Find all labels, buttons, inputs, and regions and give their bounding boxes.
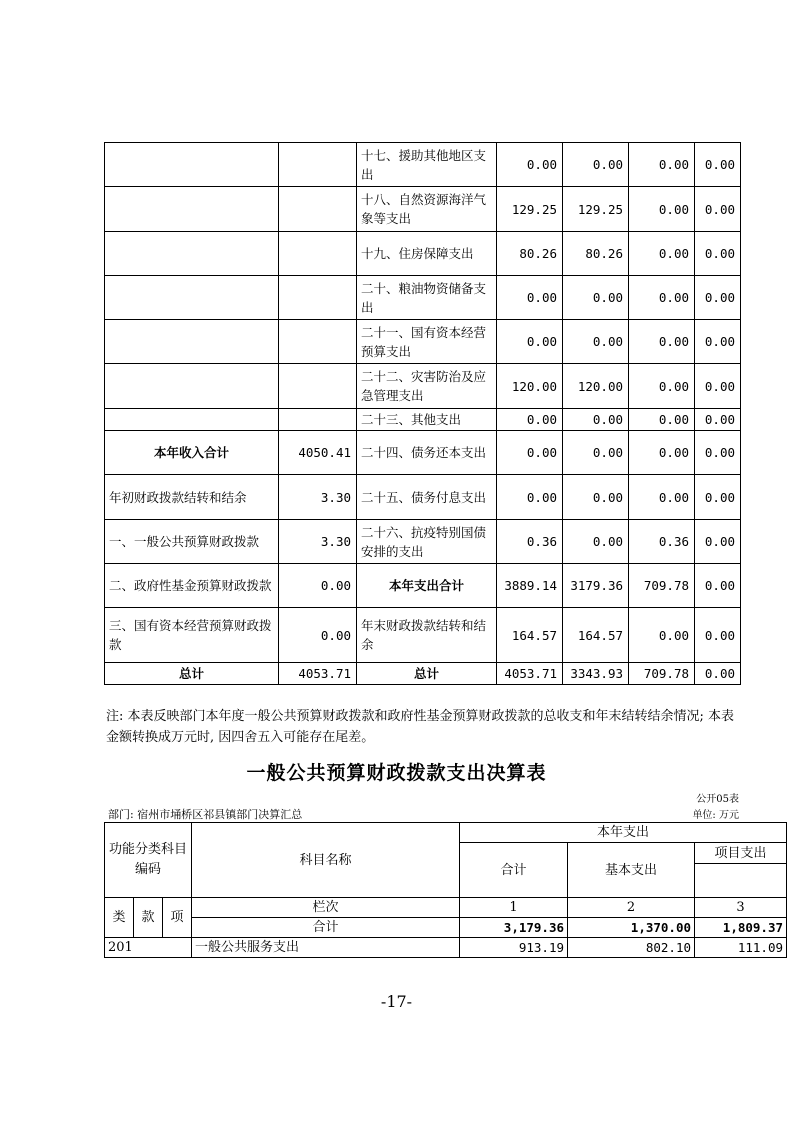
row-left-label [105,320,279,364]
total-row-label: 合计 [192,918,460,938]
row-left-label [105,364,279,409]
row-value-1: 0.00 [497,143,563,187]
row-value-3: 0.00 [629,320,695,364]
header-xiang: 项 [163,898,192,938]
header-kuan: 款 [134,898,163,938]
row-left-value: 0.00 [279,608,357,663]
row-left-label [105,187,279,232]
row-value-4: 0.00 [695,475,741,520]
table-row [105,409,741,431]
row-left-value [279,364,357,409]
row-value-1: 164.57 [497,608,563,663]
row-item: 十八、自然资源海洋气象等支出 [357,187,497,232]
department-label: 部门: 宿州市埇桥区祁县镇部门决算汇总 [108,808,303,821]
column-no-2: 2 [568,898,695,918]
row-total: 913.19 [460,938,568,958]
row-value-3: 0.00 [629,409,695,431]
row-value-3: 0.00 [629,475,695,520]
row-item: 二十三、其他支出 [357,409,497,431]
row-left-value: 4053.71 [279,663,357,685]
row-left-label: 二、政府性基金预算财政拨款 [105,564,279,608]
expenditure-table [104,822,787,958]
row-code: 201 [105,938,192,958]
row-left-value [279,187,357,232]
row-value-1: 0.36 [497,520,563,564]
row-left-label [105,409,279,431]
header-lei: 类 [105,898,134,938]
header-subject-name: 科目名称 [192,823,460,898]
row-value-4: 0.00 [695,431,741,475]
row-name: 一般公共服务支出 [192,938,460,958]
total-row-project: 1,809.37 [695,918,787,938]
unit-label: 单位: 万元 [692,810,739,821]
table-title: 一般公共预算财政拨款支出决算表 [246,762,547,784]
form-number: 公开05表 [696,794,739,805]
column-no-1: 1 [460,898,568,918]
row-value-3: 709.78 [629,564,695,608]
row-value-2: 0.00 [563,520,629,564]
row-left-label [105,276,279,320]
row-value-2: 0.00 [563,475,629,520]
row-left-value [279,232,357,276]
row-value-4: 0.00 [695,608,741,663]
row-value-1: 129.25 [497,187,563,232]
row-item: 二十一、国有资本经营预算支出 [357,320,497,364]
row-left-value: 4050.41 [279,431,357,475]
row-value-1: 3889.14 [497,564,563,608]
row-item: 二十五、债务付息支出 [357,475,497,520]
row-left-label: 总计 [105,663,279,685]
row-value-3: 0.00 [629,232,695,276]
row-value-4: 0.00 [695,320,741,364]
table-row [105,938,787,958]
table-row [105,564,741,608]
page-number: -17- [380,992,413,1011]
budget-summary-table [104,142,741,685]
row-value-1: 80.26 [497,232,563,276]
header-project-blank [695,864,787,898]
table-row [105,475,741,520]
row-value-2: 0.00 [563,320,629,364]
table-row [105,187,741,232]
row-value-4: 0.00 [695,232,741,276]
row-value-2: 80.26 [563,232,629,276]
row-value-1: 0.00 [497,320,563,364]
table-row [105,520,741,564]
row-value-3: 0.00 [629,364,695,409]
table-row [105,663,741,685]
row-left-label: 年初财政拨款结转和结余 [105,475,279,520]
row-value-3: 0.00 [629,143,695,187]
row-value-4: 0.00 [695,364,741,409]
row-value-1: 0.00 [497,431,563,475]
row-value-1: 0.00 [497,276,563,320]
row-item: 二十四、债务还本支出 [357,431,497,475]
row-value-2: 120.00 [563,364,629,409]
row-left-label: 本年收入合计 [105,431,279,475]
row-value-4: 0.00 [695,143,741,187]
row-value-2: 164.57 [563,608,629,663]
row-value-3: 0.00 [629,187,695,232]
row-item: 二十、粮油物资储备支出 [357,276,497,320]
row-value-1: 0.00 [497,475,563,520]
row-value-4: 0.00 [695,564,741,608]
row-left-value [279,276,357,320]
table-row [105,232,741,276]
row-item: 十七、援助其他地区支出 [357,143,497,187]
row-item: 二十六、抗疫特别国债安排的支出 [357,520,497,564]
table-row [105,320,741,364]
column-no-label: 栏次 [192,898,460,918]
row-value-4: 0.00 [695,187,741,232]
row-item: 总计 [357,663,497,685]
row-value-2: 3179.36 [563,564,629,608]
header-total: 合计 [460,843,568,898]
column-no-3: 3 [695,898,787,918]
row-left-label: 一、一般公共预算财政拨款 [105,520,279,564]
table-note: 注: 本表反映部门本年度一般公共预算财政拨款和政府性基金预算财政拨款的总收支和年末结转结余情况; 本表金额转换成万元时, 因四舍五入可能存在尾差。 [106,709,735,745]
row-left-value [279,320,357,364]
row-value-2: 0.00 [563,409,629,431]
row-left-label [105,232,279,276]
row-item: 二十二、灾害防治及应急管理支出 [357,364,497,409]
total-row-basic: 1,370.00 [568,918,695,938]
row-left-value: 3.30 [279,520,357,564]
row-value-4: 0.00 [695,276,741,320]
row-value-1: 4053.71 [497,663,563,685]
row-value-2: 0.00 [563,431,629,475]
row-value-2: 0.00 [563,143,629,187]
table-row [105,431,741,475]
row-value-3: 0.00 [629,608,695,663]
row-value-2: 3343.93 [563,663,629,685]
row-value-3: 0.36 [629,520,695,564]
row-value-4: 0.00 [695,409,741,431]
row-left-value [279,143,357,187]
row-value-3: 709.78 [629,663,695,685]
row-item: 十九、住房保障支出 [357,232,497,276]
row-value-4: 0.00 [695,520,741,564]
row-value-1: 0.00 [497,409,563,431]
table-row [105,608,741,663]
row-left-value: 0.00 [279,564,357,608]
header-basic: 基本支出 [568,843,695,898]
table-row [105,364,741,409]
header-project: 项目支出 [695,843,787,864]
row-value-3: 0.00 [629,431,695,475]
row-left-label [105,143,279,187]
row-basic: 802.10 [568,938,695,958]
header-func-code: 功能分类科目编码 [105,823,192,898]
row-project: 111.09 [695,938,787,958]
row-left-label: 三、国有资本经营预算财政拨款 [105,608,279,663]
row-value-3: 0.00 [629,276,695,320]
row-value-1: 120.00 [497,364,563,409]
row-left-value: 3.30 [279,475,357,520]
header-current-year: 本年支出 [460,823,787,843]
row-value-2: 0.00 [563,276,629,320]
row-item: 本年支出合计 [357,564,497,608]
row-value-2: 129.25 [563,187,629,232]
total-row-total: 3,179.36 [460,918,568,938]
table-row [105,143,741,187]
row-item: 年末财政拨款结转和结余 [357,608,497,663]
row-value-4: 0.00 [695,663,741,685]
row-left-value [279,409,357,431]
table-row [105,276,741,320]
